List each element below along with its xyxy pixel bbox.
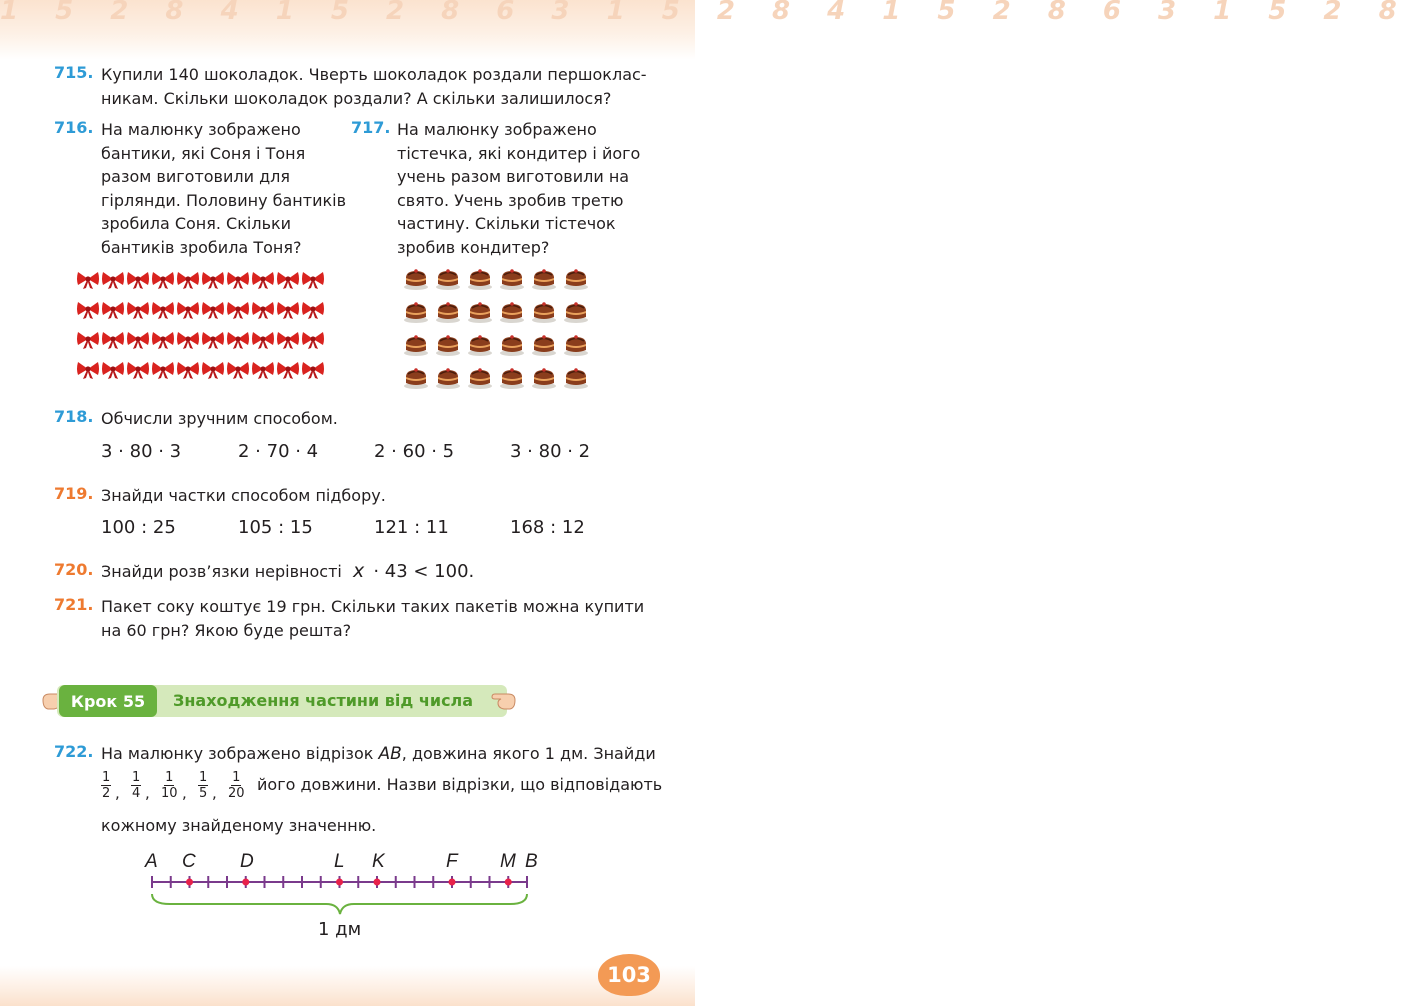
segment-point (374, 879, 381, 886)
top-decoration (0, 0, 1411, 60)
segment-point (336, 879, 343, 886)
numerator: 1 (132, 770, 141, 785)
cake-icon (403, 300, 435, 328)
fraction-tenth (161, 770, 178, 801)
denominator: 10 (161, 786, 178, 801)
cake-icon (499, 300, 531, 328)
segment-point (449, 879, 456, 886)
task-number-722: 722. (54, 742, 94, 761)
comma: , (212, 784, 217, 802)
cake-icon (467, 267, 499, 295)
segment-point (186, 879, 193, 886)
point-label-d: D (240, 851, 254, 872)
bow-icon (151, 270, 176, 294)
bow-icon (226, 270, 251, 294)
bow-icon (126, 330, 151, 354)
page-number: 103 (598, 954, 660, 996)
task-722-text-2: його довжини. Назви відрізки, що відповідають (257, 775, 663, 794)
task-715-line: никам. Скільки шоколадок роздали? А скільки залишилося? (101, 88, 612, 108)
bow-icon (76, 360, 101, 384)
background-digits: 1 5 2 8 4 1 5 2 8 6 3 1 5 2 8 4 1 5 2 8 6 3 1 5 2 8 (0, 0, 1411, 26)
bow-icon (101, 360, 126, 384)
segment-point (505, 879, 512, 886)
segment-point (242, 879, 249, 886)
cake-icon (467, 300, 499, 328)
cake-icon (499, 366, 531, 394)
task-722-line-3: кожному знайденому значенню. (101, 816, 377, 835)
bow-icon (301, 360, 326, 384)
length-label: 1 дм (318, 919, 362, 940)
task-721-text (101, 595, 644, 642)
numerator: 1 (199, 770, 208, 785)
task-717-line: учень разом виготовили на (397, 167, 630, 186)
denominator: 5 (199, 786, 208, 801)
task-number-717: 717. (351, 118, 391, 137)
comma: , (115, 784, 120, 802)
bow-icon (201, 300, 226, 324)
task-717-text (397, 118, 640, 259)
bow-icon (276, 360, 301, 384)
bow-icon (276, 270, 301, 294)
comma: , (145, 784, 150, 802)
cake-icon (435, 300, 467, 328)
numerator: 1 (102, 770, 111, 785)
expression: 2 · 70 · 4 (238, 441, 319, 462)
denominator: 4 (132, 786, 141, 801)
task-722-line-1 (101, 742, 656, 767)
bow-icon (251, 270, 276, 294)
cake-icon (435, 333, 467, 361)
inequality: · 43 < 100. (373, 561, 475, 582)
bow-icon (76, 270, 101, 294)
step-badge: Крок 55 (59, 685, 157, 717)
bow-icon (226, 360, 251, 384)
cake-icon (435, 366, 467, 394)
task-722-text-end: , довжина якого 1 дм. Знайди (401, 744, 656, 763)
task-717-line: На малюнку зображено (397, 120, 597, 139)
bow-icon (301, 300, 326, 324)
cake-icon (563, 333, 595, 361)
fraction-half (101, 770, 111, 801)
lesson-header (45, 682, 511, 720)
pointing-hand-icon (491, 688, 517, 714)
bow-icon (176, 330, 201, 354)
fraction-fifth (198, 770, 208, 801)
cake-icon (531, 267, 563, 295)
expression: 105 : 15 (238, 517, 313, 538)
task-number-718: 718. (54, 407, 94, 426)
bow-icon (176, 300, 201, 324)
cake-icon (531, 333, 563, 361)
expression: 3 · 80 · 2 (510, 441, 591, 462)
expression: 3 · 80 · 3 (101, 441, 182, 462)
cake-icon (467, 366, 499, 394)
denominator: 2 (102, 786, 111, 801)
task-715-text (101, 63, 647, 110)
bow-icon (126, 360, 151, 384)
bow-icon (176, 270, 201, 294)
cake-icon (563, 366, 595, 394)
numerator: 1 (165, 770, 174, 785)
task-718-text: Обчисли зручним способом. (101, 409, 338, 428)
cake-icon (403, 333, 435, 361)
task-716-line: бантики, які Соня і Тоня (101, 143, 306, 163)
point-label-b: B (525, 851, 538, 872)
bow-icon (251, 330, 276, 354)
segment-name: AB (378, 744, 402, 764)
task-717-line: частину. Скільки тістечок (397, 214, 616, 233)
bow-icon (126, 300, 151, 324)
cake-icon (403, 267, 435, 295)
comma: , (182, 784, 187, 802)
bow-icon (226, 330, 251, 354)
task-720-text (101, 560, 474, 584)
task-717-line: зробив кондитер? (397, 237, 550, 257)
task-721-line: на 60 грн? Якою буде решта? (101, 620, 352, 640)
task-number-720: 720. (54, 560, 94, 579)
bow-icon (126, 270, 151, 294)
point-label-k: K (372, 851, 385, 872)
bow-icon (276, 300, 301, 324)
fraction-twentieth (228, 770, 245, 801)
task-716-line: зробила Соня. Скільки (101, 214, 292, 233)
length-brace (152, 894, 527, 914)
cake-icon (403, 366, 435, 394)
task-720-prompt: Знайди розв’язки нерівності (101, 562, 342, 581)
cake-icon (435, 267, 467, 295)
cake-icon (531, 300, 563, 328)
bow-icon (76, 300, 101, 324)
task-number-719: 719. (54, 484, 94, 503)
point-label-c: C (182, 851, 196, 872)
task-717-line: тістечка, які кондитер і його (397, 143, 641, 163)
bows-illustration (76, 270, 326, 384)
bow-icon (201, 360, 226, 384)
cake-icon (563, 300, 595, 328)
cake-icon (563, 267, 595, 295)
task-715-line: Купили 140 шоколадок. Чверть шоколадок роздали першоклас- (101, 65, 647, 84)
denominator: 20 (228, 786, 245, 801)
bow-icon (151, 330, 176, 354)
task-number-715: 715. (54, 63, 94, 82)
bow-icon (76, 330, 101, 354)
task-722-text-start: На малюнку зображено відрізок (101, 744, 379, 763)
bow-icon (201, 270, 226, 294)
cake-icon (467, 333, 499, 361)
expression: 168 : 12 (510, 517, 585, 538)
bow-icon (101, 270, 126, 294)
task-716-line: разом виготовили для (101, 167, 290, 186)
variable-x: x (352, 560, 365, 582)
segment-ab-diagram (140, 868, 540, 918)
bow-icon (101, 300, 126, 324)
bow-icon (276, 330, 301, 354)
bow-icon (101, 330, 126, 354)
point-label-a: A (145, 851, 158, 872)
task-717-line: свято. Учень зробив третю (397, 190, 624, 210)
expression: 121 : 11 (374, 517, 449, 538)
point-label-l: L (334, 851, 345, 872)
cake-icon (499, 267, 531, 295)
fraction-quarter (131, 770, 141, 801)
bow-icon (151, 360, 176, 384)
bow-icon (251, 300, 276, 324)
task-716-line: гірлянди. Половину бантиків (101, 190, 347, 210)
bottom-decoration (0, 966, 695, 1006)
expression: 2 · 60 · 5 (374, 441, 455, 462)
cake-icon (531, 366, 563, 394)
bow-icon (226, 300, 251, 324)
task-716-line: На малюнку зображено (101, 120, 301, 139)
bow-icon (151, 300, 176, 324)
bow-icon (301, 330, 326, 354)
task-number-721: 721. (54, 595, 94, 614)
task-716-text (101, 118, 346, 259)
expression: 100 : 25 (101, 517, 176, 538)
task-719-text: Знайди частки способом підбору. (101, 486, 386, 505)
bow-icon (301, 270, 326, 294)
fractions-row (101, 770, 661, 806)
bow-icon (176, 360, 201, 384)
numerator: 1 (232, 770, 241, 785)
task-number-716: 716. (54, 118, 94, 137)
bow-icon (201, 330, 226, 354)
task-721-line: Пакет соку коштує 19 грн. Скільки таких пакетів можна купити (101, 597, 645, 616)
cakes-illustration (403, 267, 595, 394)
bow-icon (251, 360, 276, 384)
point-label-m: M (500, 851, 516, 872)
lesson-title: Знаходження частини від числа (173, 691, 474, 710)
point-label-f: F (446, 851, 458, 872)
cake-icon (499, 333, 531, 361)
task-716-line: бантиків зробила Тоня? (101, 237, 302, 257)
